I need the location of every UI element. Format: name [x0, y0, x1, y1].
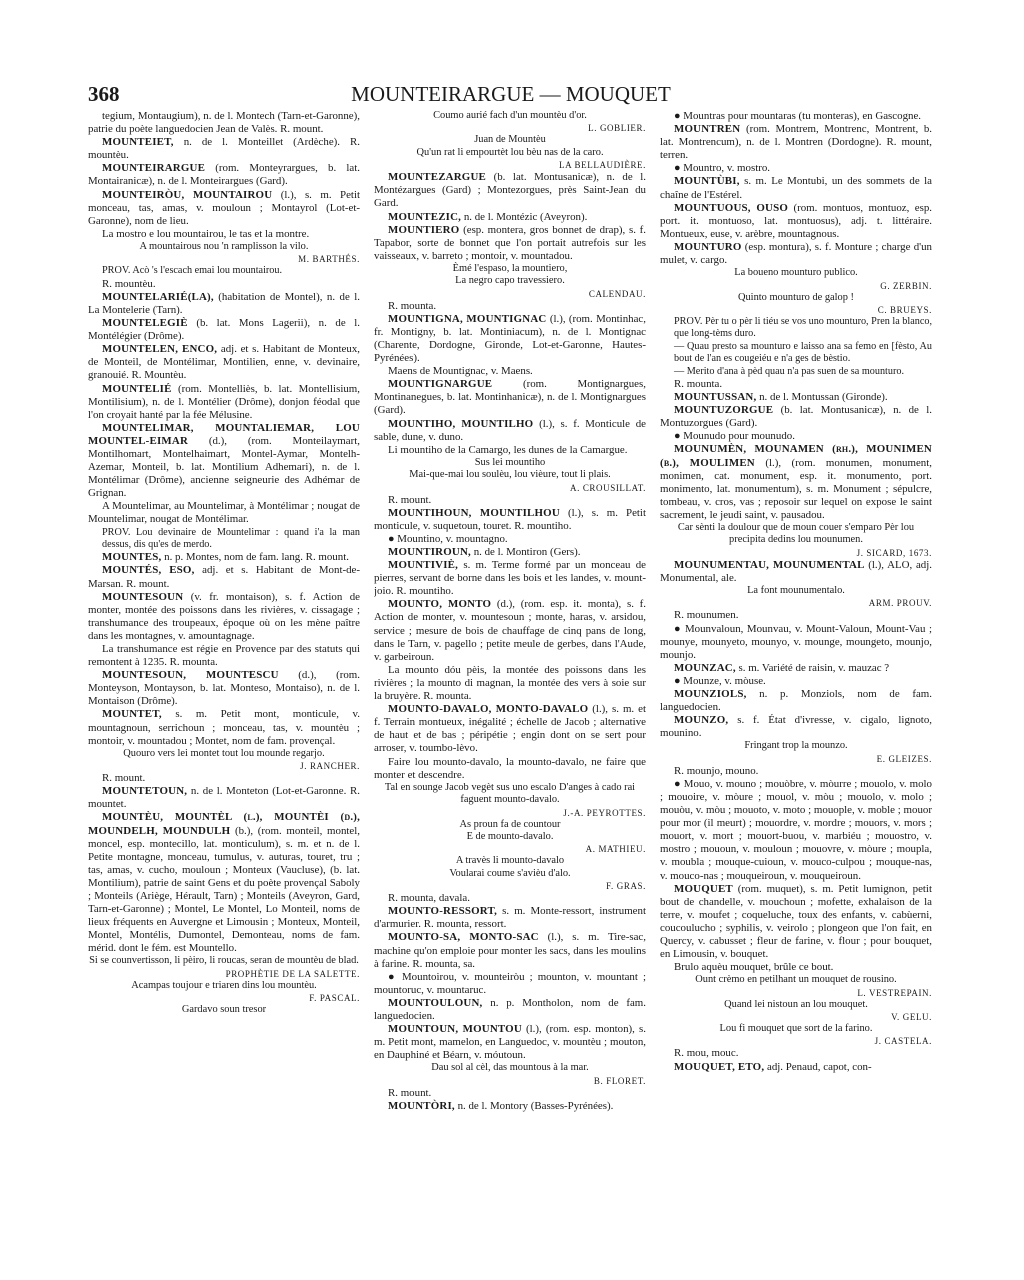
dictionary-entry — [374, 533, 646, 546]
dictionary-entry — [88, 551, 360, 564]
dictionary-entry — [660, 1061, 932, 1074]
dictionary-entry — [88, 162, 360, 188]
dictionary-entry — [374, 905, 646, 931]
citation-quote: Èmé l'espaso, la mountiero, — [452, 262, 568, 274]
entry-headword: MOUNTUOUS, OUSO — [674, 201, 789, 214]
entry-headword: MOUQUET, ETO, — [674, 1060, 765, 1073]
entry-definition: n. p. Monziols, nom de fam. languedocien. — [660, 687, 932, 714]
dictionary-entry — [660, 391, 932, 404]
entry-definition: ● Mountras pour mountaras (tu monteras), en Gascogne. — [674, 110, 922, 122]
entry-definition: (l.), s. m. Petit monceau, tas, amas, v. mouloun ; Montayrol (Lot-et-Garonne), nom de lieu. — [88, 188, 360, 227]
running-title: MOUNTEIRARGUE — MOUQUET — [351, 82, 671, 106]
citation-quote: Car sènti la doulour que de moun couer s'emparo Pèr lou precipita dedins lou mounumen. — [677, 522, 915, 546]
dictionary-entry — [660, 443, 932, 522]
entry-definition: (l.), (rom. esp. monton), s. m. Petit mont, mamelon, en Languedoc, v. mountèu ; mouton, en Dauphiné et Béarn, v. móutoun. — [374, 1023, 646, 1062]
entry-definition: (rom. Monteyrargues, b. lat. Montairanicæ), n. de l. Monteirargues (Gard). — [88, 162, 360, 188]
entry-definition: n. de l. Monteillet (Ardèche). R. mountèu. — [88, 136, 360, 162]
entry-reference: R. mount. — [102, 772, 146, 785]
citation-quote: A mountairous nou 'n ramplisson la vilo. — [139, 240, 309, 252]
entry-headword: MOUNTO, MONTO — [388, 598, 492, 611]
entry-headword: MOUNTIHO, MOUNTILHO — [388, 417, 534, 430]
dictionary-entry — [660, 559, 932, 585]
page-header — [88, 82, 934, 108]
entry-definition: (rom. Montignargues, Montinanegues, b. lat. Montinhanicæ), n. de l. Montignargues (Gard). — [374, 378, 646, 417]
dictionary-entry — [374, 365, 646, 378]
proverb: PROV. Pèr tu o pèr li tiéu se vos uno mounturo, Pren la blanco, que long-tèms duro. — [674, 315, 932, 340]
dictionary-entry — [88, 422, 360, 501]
entry-headword: MOUNTIHOUN, MOUNTILHOU — [388, 506, 560, 519]
dictionary-entry — [374, 546, 646, 559]
citation-quote: La boueno mounturo publico. — [734, 267, 858, 279]
entry-headword: MOUNTELARIÉ(LA), — [102, 290, 214, 303]
entry-headword: MOUNTESOUN — [102, 590, 184, 603]
citation-author: ARM. PROUV. — [868, 598, 932, 609]
dictionary-entry — [374, 664, 646, 703]
entry-definition: Brulo aquèu mouquet, brûle ce bout. — [674, 961, 834, 974]
entry-definition: La mostro e lou mountairou, le tas et la montre. — [102, 227, 310, 240]
citation-quote: Quand lei nistoun an lou mouquet. — [724, 998, 868, 1010]
entry-definition: (habitation de Montel), n. de l. La Montelerie (Tarn). — [88, 290, 360, 316]
dictionary-entry — [374, 1023, 646, 1062]
entry-definition: (l.), s. m. Petit monticule, v. suquetoun, touret. R. mountiho. — [374, 506, 646, 532]
entry-headword: MOUNTUSSAN, — [674, 391, 757, 404]
entry-definition: (rom. muquet), s. m. Petit lumignon, petit bout de chandelle, v. mouchoun ; mofette, exhalaison de la terre, v. moufet ; coqueluche, toux des enfants, v. cabùerni, coucoulucho ; syphilis, v. veirolo ; plongeon que l'on fait, en Quercy, v. cabusset ; fleur de farine, v. flour ; pour bouquet, en Limousin, v. bouquet. — [660, 882, 932, 961]
citation-quote: Gardavo soun tresor — [181, 1004, 267, 1016]
entry-definition: A Mountelimar, au Mountelimar, à Montélimar ; nougat de Mountelimar, nougat de Montélimar. — [88, 500, 360, 526]
entry-definition: ● Mounze, v. mòuse. — [674, 674, 766, 687]
entry-definition: n. de l. Montiron (Gers). — [473, 546, 581, 558]
citation-author: B. FLORET. — [593, 1075, 646, 1086]
entry-definition: (l.), s. m. Tire-sac, machine qu'on emploie pour monter les sacs, dans les moulins à farine. R. mounta, sa. — [374, 931, 646, 970]
entry-headword: MOUNTELEN, ENCO, — [102, 343, 218, 356]
dictionary-page — [88, 82, 934, 1242]
dictionary-entry — [88, 811, 360, 955]
dictionary-entry — [660, 883, 932, 962]
entry-definition: adj. et s. Habitant de Monteux, de Monteil, de Montélimar, Montilien, enne, v. devinaire, granouié. R. Mountèu. — [88, 343, 360, 382]
entry-definition: (rom. Montrem, Montrenc, Montrent, b. lat. Montrencum), n. de l. Montren (Dordogne). R. mount, terren. — [660, 123, 932, 162]
entry-headword: MOUNZAC, — [674, 661, 736, 674]
dictionary-entry — [660, 123, 932, 162]
entry-definition: (b. lat. Mons Lagerii), n. de l. Montélégier (Drôme). — [88, 317, 360, 343]
dictionary-entry — [660, 430, 932, 443]
entry-definition: adj. et s. Habitant de Mont-de-Marsan. R. mount. — [88, 564, 360, 590]
entry-definition: s. f. État d'ivresse, v. cigalo, lignoto, mounino. — [660, 714, 932, 740]
entry-definition: (d.), (rom. Monteilaymart, Montilhomart, Montelhaimart, Montel-Aymar, Montelh-Azemar, Monteil, b. lat. Montilium Adhemari), n. de l. Montélimar (Drôme), ancienne seigneurie des Adhémar de Grignan. — [88, 434, 360, 500]
dictionary-entry — [88, 591, 360, 643]
entry-definition: (rom. Montelliès, b. lat. Montellisium, Montilisium), n. de l. Montélier (Drôme), donjon féodal que l'on croyait hanté par la fée Mélusine. — [88, 382, 360, 421]
proverb: PROV. Lou devinaire de Mountelimar : quand i'a la man dessus, dis qu'es de merdo. — [102, 526, 360, 550]
citation-author: M. BARTHÉS. — [298, 254, 360, 265]
dictionary-entry — [374, 507, 646, 533]
entry-definition: adj. Penaud, capot, con- — [766, 1060, 872, 1073]
entry-definition: (d.), (rom. Monteyson, Montayson, b. lat. Monteso, Montaiso), n. de l. Montaison (Drôme). — [88, 669, 360, 708]
entry-definition: n. de l. Montézic (Aveyron). — [463, 210, 588, 223]
citation-author: L. GOBLIER. — [588, 123, 646, 134]
entry-reference: R. mounumen. — [674, 609, 739, 622]
entry-headword: MOUNTEIRARGUE — [102, 162, 206, 175]
dictionary-entry — [88, 669, 360, 708]
citation-author: J. RANCHER. — [300, 761, 360, 772]
citation-quote: Dau sol al cèl, das mountous à la mar. — [431, 1062, 589, 1074]
text-columns — [88, 110, 934, 1242]
citation-quote: A travès li mounto-davalo — [455, 855, 565, 867]
entry-definition: s. m. Terme formé par un monceau de pierres, servant de borne dans les bois et les landes, v. mount-joio. R. mountiho. — [374, 559, 646, 598]
entry-headword: MOUNTO-SA, MONTO-SAC — [388, 931, 539, 944]
citation-quote: As proun fa de countour — [459, 818, 561, 830]
citation-quote: Lou fi mouquet que sort de la farino. — [719, 1023, 873, 1035]
entry-definition: ● Mountino, v. mountagno. — [388, 532, 508, 545]
entry-headword: MOUNZIOLS, — [674, 687, 747, 700]
entry-reference: tegium, Montaugium), n. de l. Montech (Tarn-et-Garonne), patrie du poète languedocien Jean de Valès. R. mount. — [88, 110, 360, 136]
dictionary-entry — [660, 404, 932, 430]
citation-quote: Sus lei mountiho — [474, 456, 546, 468]
entry-headword: MOUNTO-RESSORT, — [388, 905, 498, 918]
citation-author: E. GLEIZES. — [876, 753, 932, 764]
dictionary-entry — [374, 559, 646, 598]
entry-definition: (b.), (rom. monteil, montel, moncel, esp. montecillo, lat. monticulum), s. m. et n. de l. Petite montagne, monceau, tumulus, v. auturas, touret, tru ; tas, amas, v. cucho, mouloun ; Monteux (Vaucluse), (b. lat. Montilium), patrie de saint Gens et du poète provençal Saboly ; Monteils (Ariège, Hérault, Tarn) ; Monteils (Aveyron, Gard, Tarn-et-Garonne) ; Montel, Le Montel, Lo Monteil, noms de lieux fréquents en Auvergne et Limousin ; Monteux, Monteil, Montel, Montélis, Dumontel, Demonteau, noms de fam. mérid. dont le fém. est Mountello. — [88, 824, 360, 955]
entry-definition: s. m. Variété de raisin, v. mauzac ? — [738, 661, 890, 674]
citation-quote: La font mounumentalo. — [747, 585, 845, 596]
dictionary-entry — [374, 171, 646, 210]
citation-author: G. ZERBIN. — [880, 280, 932, 291]
entry-definition: (rom. montuos, montuoz, esp. port. it. montuoso, lat. montuosus), adj. t. littéraire. Montueux, euse, v. arèbre, mountagnous. — [660, 201, 932, 240]
dictionary-entry — [660, 175, 932, 201]
dictionary-entry — [660, 241, 932, 267]
citation-author: A. CROUSILLAT. — [570, 482, 646, 493]
entry-definition: (v. fr. montaison), s. f. Action de monter, montée des poissons dans les rivières, v. cissagage ; transhumance des troupeaux, époque où on les mène paître dans les montagnes, v. amountagnage. — [88, 590, 360, 642]
citation-quote: Quinto mounturo de galop ! — [737, 291, 854, 303]
dictionary-entry — [88, 785, 360, 811]
entry-headword: MOUNTIVIÈ, — [388, 559, 459, 572]
citation-author: J.-A. PEYROTTES. — [563, 807, 646, 818]
citation-quote: Juan de Mountèu — [474, 134, 546, 146]
dictionary-entry — [374, 444, 646, 457]
dictionary-entry — [88, 343, 360, 382]
dictionary-entry — [660, 714, 932, 740]
entry-headword: MOUNTUZORGUE — [674, 404, 774, 417]
entry-definition: (l.), (rom. monumen, monument, monimen, cat. monument, esp. it. monumento, port. monimento, lat. monumentum), s. m. Monument ; sépulcre, tombeau, v. cros, vas ; reposoir sur lequel on expose le saint sacrement, le jeudi saint, v. pausadou. — [660, 456, 932, 521]
entry-headword: MOUNTEZIC, — [388, 210, 462, 223]
entry-definition: s. m. Monte-ressort, instrument d'armurier. R. mounta, ressort. — [374, 905, 646, 931]
entry-definition: Li mountiho de la Camargo, les dunes de la Camargue. — [388, 443, 628, 456]
entry-headword: MOUNUMÈN, MOUNAMEN (rh.), MOUNIMEN (b.), MOULIMEN — [660, 443, 932, 469]
citation-author: CALENDAU. — [588, 288, 646, 299]
entry-headword: MOUNTREN — [674, 123, 741, 136]
dictionary-entry — [374, 598, 646, 663]
dictionary-entry — [88, 383, 360, 422]
dictionary-entry — [374, 997, 646, 1023]
entry-headword: MOUNTOUN, MOUNTOU — [388, 1023, 522, 1036]
dictionary-entry — [374, 931, 646, 970]
dictionary-entry — [374, 313, 646, 365]
dictionary-entry — [88, 189, 360, 228]
entry-reference: R. mountèu. — [102, 277, 156, 290]
dictionary-entry — [374, 378, 646, 417]
entry-headword: MOUNTELIÉ — [102, 382, 172, 395]
entry-headword: MOUNTIROUN, — [388, 546, 471, 558]
entry-definition: (b. lat. Montusanicæ), n. de l. Montuzorgues (Gard). — [660, 404, 932, 430]
column-left — [88, 110, 360, 1242]
dictionary-entry — [374, 224, 646, 263]
dictionary-entry — [374, 1100, 646, 1113]
entry-definition: (b. lat. Montusanicæ), n. de l. Montézargues (Gard) ; Montezorgues, près Saint-Jean du Gard. — [374, 171, 646, 210]
entry-definition: ● Mountro, v. mostro. — [674, 162, 771, 175]
dictionary-entry — [660, 688, 932, 714]
entry-headword: MOUNTES, — [102, 551, 162, 564]
entry-headword: MOUNTEZARGUE — [388, 171, 487, 184]
entry-reference: R. mount. — [388, 1086, 432, 1099]
entry-definition: ● Mouo, v. mouno ; mouòbre, v. mòurre ; mouolo, v. molo ; mouoire, v. mòure ; mouol, v. mòu ; mouolo, v. molo ; mouòu, v. mòu ; mouoto, v. moto ; mouople, v. moble ; mouor pour mor (il meurt) ; mouordre, v. mordre ; mouors, v. mors ; mouort, v. mort ; mouort-buou, v. marbiéu ; mouostro, v. mostro ; mououn, v. mouloun ; mouovre, v. mòure ; moupla, v. moubla ; mouque-cuioun, v. mouco-culpou ; mouque-nas, v. mouco-nas ; mouqueiroun, v. mouqueiroun. — [660, 777, 932, 882]
entry-definition: (d.), (rom. esp. it. monta), s. f. Action de monter, v. mountesoun ; monte, haras, v. arsidou, service ; mesure de bois de chauffage de cinq pans de long, dans le Tarn, v. pagello ; petite meule de gerbes, dans l'Aude, v. garbeiroun. — [374, 598, 646, 663]
citation-quote: La negro capo travessiero. — [455, 275, 565, 287]
entry-reference: R. mounta, davala. — [388, 892, 470, 905]
column-middle — [374, 110, 646, 1242]
entry-definition: ● Mountoirou, v. mounteiròu ; mounton, v. mountant ; mountoruc, v. mountaruc. — [374, 970, 646, 996]
dictionary-entry — [88, 136, 360, 162]
entry-definition: La mounto dóu pèis, la montée des poissons dans les rivières ; la mounto di magnan, la montée des vers à soie sur la bruyère. R. mounta. — [374, 663, 646, 703]
dictionary-entry — [660, 110, 932, 123]
entry-definition: Maens de Mountignac, v. Maens. — [388, 365, 533, 378]
entry-headword: MOUNTÉS, ESO, — [102, 564, 195, 577]
entry-definition: n. de l. Montory (Basses-Pyrénées). — [457, 1099, 614, 1112]
citation-author: V. GELU. — [891, 1012, 932, 1023]
citation-author: L. VESTREPAIN. — [857, 987, 932, 998]
entry-headword: MOUNTURO — [674, 240, 742, 253]
citation-author: C. BRUEYS. — [877, 304, 932, 315]
entry-headword: MOUNTELEGIÈ — [102, 317, 188, 330]
citation-author: LA BELLAUDIÈRE. — [559, 160, 646, 171]
entry-headword: MOUNTETOUN, — [102, 785, 188, 798]
entry-headword: MOUNTIERO — [388, 223, 460, 236]
entry-definition: (l.), ALO, adj. Monumental, ale. — [660, 558, 932, 584]
dictionary-entry — [660, 662, 932, 675]
entry-headword: MOUNTIGNA, MOUNTIGNAC — [388, 312, 547, 325]
entry-definition: s. m. Le Montubi, un des sommets de la chaîne de l'Estérel. — [660, 175, 932, 201]
entry-headword: MOUNTÈU, MOUNTÈL (l.), MOUNTÈI (d.), MOUNDELH, MOUNDULH — [88, 811, 360, 837]
entry-definition: n. de l. Montussan (Gironde). — [759, 391, 888, 404]
dictionary-entry — [88, 291, 360, 317]
dictionary-entry — [88, 228, 360, 241]
column-right — [660, 110, 932, 1242]
dictionary-entry — [660, 162, 932, 175]
citation-quote: Ount crèmo en petilhant un mouquet de rousino. — [695, 974, 897, 986]
citation-quote: Tal en sounge Jacob vegèt sus uno escalo D'anges à cado rai faguent mounto-davalo. — [384, 781, 636, 806]
citation-quote: E de mounto-davalo. — [466, 830, 554, 842]
dictionary-entry — [660, 202, 932, 241]
entry-definition: (esp. montura), s. f. Monture ; charge d'un mulet, v. cargo. — [660, 240, 932, 267]
entry-headword: MOUNTIGNARGUE — [388, 378, 493, 391]
proverb: — Merito d'ana à pèd quau n'a pas suen de sa mounturo. — [674, 365, 904, 377]
entry-definition: n. p. Montholon, nom de fam. languedocien. — [374, 996, 646, 1022]
entry-reference: R. mou, mouc. — [674, 1047, 739, 1060]
dictionary-entry — [660, 623, 932, 662]
entry-definition: ● Mounvaloun, Mounvau, v. Mount-Valoun, Mount-Vau ; mounye, mounyeto, mounyo, v. mounge, moungeto, mounjo, mounjo. — [660, 622, 932, 661]
citation-author: F. GRAS. — [606, 881, 646, 892]
proverb: — Quau presto sa mounturo e laisso ana sa femo en [fèsto, Au bout de l'an es cougeiéu e n'a ges de bèstio. — [674, 340, 932, 365]
citation-author: J. CASTELA. — [874, 1036, 932, 1047]
entry-headword: MOUQUET — [674, 882, 733, 895]
entry-headword: MOUNTET, — [102, 708, 162, 721]
entry-definition: (esp. montera, gros bonnet de drap), s. f. Tapabor, sorte de bonnet que l'on portait autrefois sur les vaisseaux, v. barreto ; montoir, v. mountadou. — [374, 223, 646, 262]
citation-quote: Si se counvertisson, li pèiro, li roucas, seran de mountèu de blad. — [89, 955, 359, 967]
entry-reference: R. mounta. — [674, 377, 723, 390]
entry-headword: MOUNTEIRÒU, MOUNTAIROU — [102, 188, 273, 201]
entry-headword: MOUNUMENTAU, MOUNUMENTAL — [674, 558, 865, 571]
dictionary-entry — [374, 703, 646, 755]
entry-definition: La transhumance est régie en Provence par des statuts qui remontent à 1235. R. mounta. — [88, 643, 360, 669]
entry-reference: R. mounta. — [388, 299, 437, 312]
entry-headword: MOUNTÙBI, — [674, 175, 740, 188]
citation-quote: Coumo aurié fach d'un mountèu d'or. — [433, 110, 587, 121]
entry-reference: R. mount. — [388, 493, 432, 506]
citation-author: A. MATHIEU. — [585, 844, 646, 855]
entry-headword: MOUNTOULOUN, — [388, 996, 483, 1009]
citation-author: J. SICARD, 1673. — [856, 547, 932, 558]
entry-headword: MOUNTESOUN, MOUNTESCU — [102, 669, 279, 682]
citation-quote: Mai-que-mai lou soulèu, lou vièure, tout li plais. — [409, 469, 611, 481]
citation-quote: Fringant trop la mounzo. — [744, 740, 848, 752]
dictionary-entry — [374, 971, 646, 997]
citation-quote: Acampas toujour e triaren dins lou mountèu. — [131, 979, 317, 991]
entry-headword: MOUNTÒRI, — [388, 1099, 455, 1112]
entry-reference: R. mounjo, mouno. — [674, 764, 759, 777]
dictionary-entry — [374, 211, 646, 224]
citation-quote: Voularai coume s'avièu d'alo. — [449, 867, 571, 879]
dictionary-entry — [88, 708, 360, 747]
dictionary-entry — [660, 961, 932, 974]
entry-definition: (l.), s. f. Monticule de sable, dune, v. duno. — [374, 417, 646, 443]
entry-definition: (l.), (rom. Montinhac, fr. Montigny, b. lat. Montiniacum), n. de l. Montignac (Charente, Dordogne, Gironde, Lot-et-Garonne, Hautes-Pyrénées). — [374, 312, 646, 365]
dictionary-entry — [660, 778, 932, 883]
entry-headword: MOUNTELIMAR, MOUNTALIEMAR, LOU MOUNTEL-EIMAR — [88, 421, 360, 447]
entry-definition: s. m. Petit mont, monticule, v. mountagnoun, serrichoun ; monceau, tas, v. mountèu ; montoir, v. mountadou ; Montet, nom de fam. provençal. — [88, 708, 360, 747]
dictionary-entry — [374, 756, 646, 782]
dictionary-entry — [88, 500, 360, 526]
page-number: 368 — [88, 82, 120, 106]
proverb: PROV. Acò 's l'escach emai lou mountairou. — [102, 265, 283, 277]
dictionary-entry — [88, 564, 360, 590]
dictionary-entry — [88, 317, 360, 343]
entry-definition: ● Mounudo pour mounudo. — [674, 430, 795, 443]
citation-quote: Quouro vers lei montet tout lou mounde regarjo. — [123, 747, 325, 759]
citation-author: F. PASCAL. — [309, 993, 360, 1004]
entry-definition: Faire lou mounto-davalo, la mounto-davalo, ne faire que monter et descendre. — [374, 755, 646, 781]
dictionary-entry — [374, 418, 646, 444]
entry-definition: (l.), s. m. et f. Terrain montueux, inégalité ; échelle de Jacob ; alternative de haut et de bas ; péripétie ; engin dont on se sert pour arroser, v. toumbo-lèvo. — [374, 703, 646, 755]
entry-definition: n. de l. Monteton (Lot-et-Garonne. R. mountet. — [88, 785, 360, 811]
entry-headword: MOUNTEIET, — [102, 136, 174, 149]
entry-headword: MOUNZO, — [674, 714, 729, 727]
dictionary-entry — [660, 675, 932, 688]
citation-quote: Qu'un rat li empourtèt lou bèu nas de la caro. — [416, 146, 604, 158]
entry-headword: MOUNTO-DAVALO, MONTO-DAVALO — [388, 703, 589, 716]
dictionary-entry — [88, 643, 360, 669]
entry-definition: n. p. Montes, nom de fam. lang. R. mount. — [164, 551, 349, 564]
citation-author: PROPHÈTIE DE LA SALETTE. — [225, 968, 360, 979]
